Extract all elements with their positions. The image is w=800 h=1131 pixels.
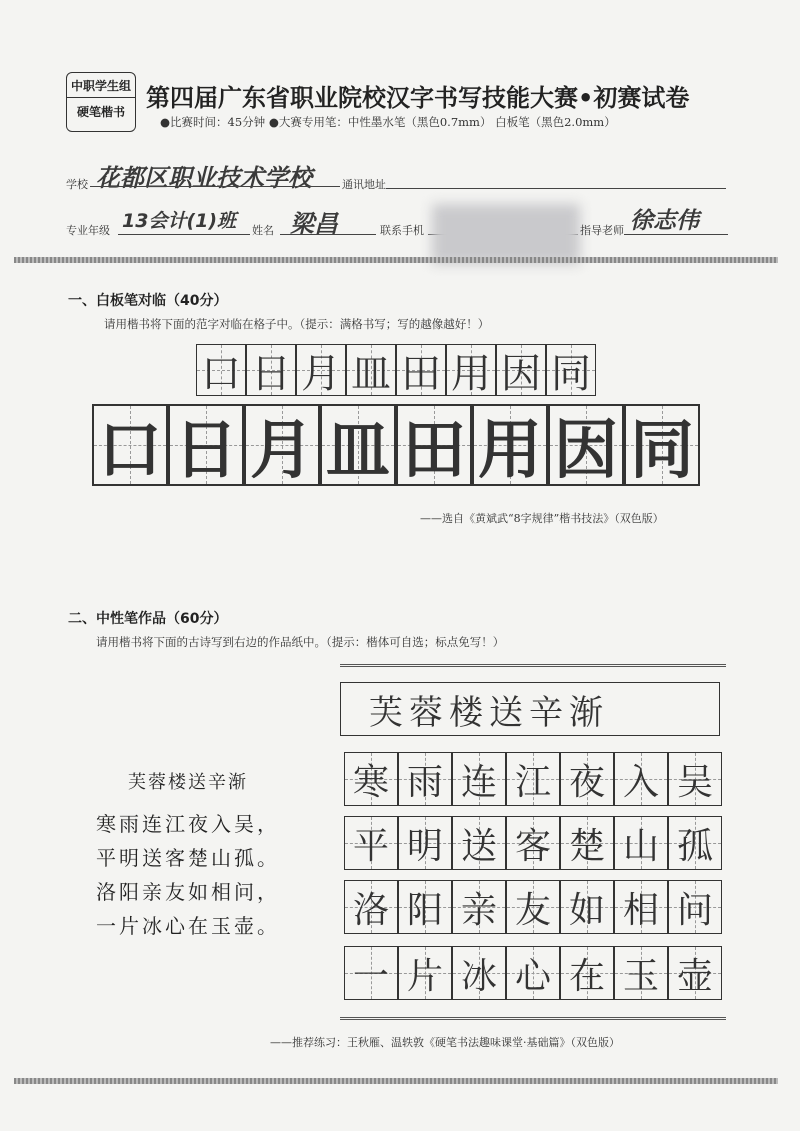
model-cell: 用 [472, 404, 548, 486]
handwritten-practice-grid [196, 344, 596, 396]
model-cell: 口 [92, 404, 168, 486]
poem-title: 芙蓉楼送辛渐 [128, 772, 248, 793]
practice-cell: 日 [246, 344, 296, 396]
poem-line: 寒雨连江夜入吴， [96, 812, 280, 836]
major-value: 13会计(1)班 [122, 210, 237, 232]
work-cell: 送 [452, 816, 506, 870]
work-cell: 洛 [344, 880, 398, 934]
work-cell: 相 [614, 880, 668, 934]
badge-group: 中职学生组 [67, 73, 135, 98]
section1-source: ——选自《黄斌武“8字规律”楷书技法》（双色版） [420, 512, 664, 525]
work-title: 芙蓉楼送辛渐 [340, 682, 720, 736]
name-label: 姓名 [252, 224, 274, 237]
work-cell: 入 [614, 752, 668, 806]
header-divider [14, 257, 778, 263]
work-cell: 山 [614, 816, 668, 870]
model-cell: 田 [396, 404, 472, 486]
school-label: 学校 [66, 178, 88, 191]
work-cell: 玉 [614, 946, 668, 1000]
section1-note: 请用楷书将下面的范字对临在格子中。（提示：满格书写；写的越像越好！） [104, 317, 490, 331]
work-cell: 楚 [560, 816, 614, 870]
redacted-phone-number [432, 204, 580, 264]
work-cell: 孤 [668, 816, 722, 870]
work-cell: 片 [398, 946, 452, 1000]
practice-cell: 同 [546, 344, 596, 396]
name-underline [280, 234, 376, 235]
work-row [344, 816, 722, 870]
work-cell: 阳 [398, 880, 452, 934]
work-cell: 在 [560, 946, 614, 1000]
work-cell: 亲 [452, 880, 506, 934]
poem-line: 一片冰心在玉壶。 [96, 914, 280, 938]
work-cell: 连 [452, 752, 506, 806]
model-cell: 因 [548, 404, 624, 486]
badge-category: 硬笔楷书 [76, 105, 125, 119]
work-row [344, 880, 722, 934]
work-cell: 雨 [398, 752, 452, 806]
work-cell: 冰 [452, 946, 506, 1000]
practice-cell: 用 [446, 344, 496, 396]
practice-cell: 因 [496, 344, 546, 396]
work-cell: 友 [506, 880, 560, 934]
teacher-label: 指导老师 [580, 224, 624, 237]
section2-source: ——推荐练习：王秋雁、温轶敦《硬笔书法趣味课堂·基础篇》（双色版） [270, 1036, 620, 1049]
major-underline [118, 234, 250, 235]
model-character-grid [92, 404, 700, 486]
work-cell: 吴 [668, 752, 722, 806]
work-cell: 夜 [560, 752, 614, 806]
poem-line: 洛阳亲友如相问， [96, 880, 280, 904]
school-value: 花都区职业技术学校 [96, 164, 312, 192]
model-cell: 同 [624, 404, 700, 486]
poem-line: 平明送客楚山孤。 [96, 846, 280, 870]
practice-cell: 皿 [346, 344, 396, 396]
work-cell: 寒 [344, 752, 398, 806]
work-cell: 问 [668, 880, 722, 934]
model-cell: 日 [168, 404, 244, 486]
work-row [344, 946, 722, 1000]
work-cell: 客 [506, 816, 560, 870]
exam-subtitle: ●比赛时间：45分钟 ●大赛专用笔：中性墨水笔（黑色0.7mm） 白板笔（黑色2.0mm） [160, 115, 616, 129]
work-cell: 一 [344, 946, 398, 1000]
work-row [344, 752, 722, 806]
exam-title: 第四届广东省职业院校汉字书写技能大赛•初赛试卷 [146, 84, 690, 112]
category-badge [66, 72, 136, 132]
teacher-underline [624, 234, 728, 235]
section2-title: 二、中性笔作品（60分） [68, 611, 228, 627]
section2-note: 请用楷书将下面的古诗写到右边的作品纸中。（提示：楷体可自选；标点免写！） [96, 635, 505, 649]
work-cell: 壶 [668, 946, 722, 1000]
school-underline [90, 186, 340, 187]
footer-divider [14, 1078, 778, 1084]
practice-cell: 月 [296, 344, 346, 396]
teacher-value: 徐志伟 [630, 208, 699, 234]
model-cell: 皿 [320, 404, 396, 486]
practice-cell: 口 [196, 344, 246, 396]
model-cell: 月 [244, 404, 320, 486]
major-label: 专业年级 [66, 224, 110, 237]
phone-label: 联系手机 [380, 224, 424, 237]
address-label: 通讯地址 [342, 178, 386, 191]
name-value: 梁昌 [290, 210, 338, 238]
address-underline [386, 188, 726, 189]
section1-title: 一、白板笔对临（40分） [68, 293, 228, 309]
practice-cell: 田 [396, 344, 446, 396]
work-cell: 心 [506, 946, 560, 1000]
work-cell: 江 [506, 752, 560, 806]
work-cell: 明 [398, 816, 452, 870]
work-cell: 平 [344, 816, 398, 870]
work-cell: 如 [560, 880, 614, 934]
